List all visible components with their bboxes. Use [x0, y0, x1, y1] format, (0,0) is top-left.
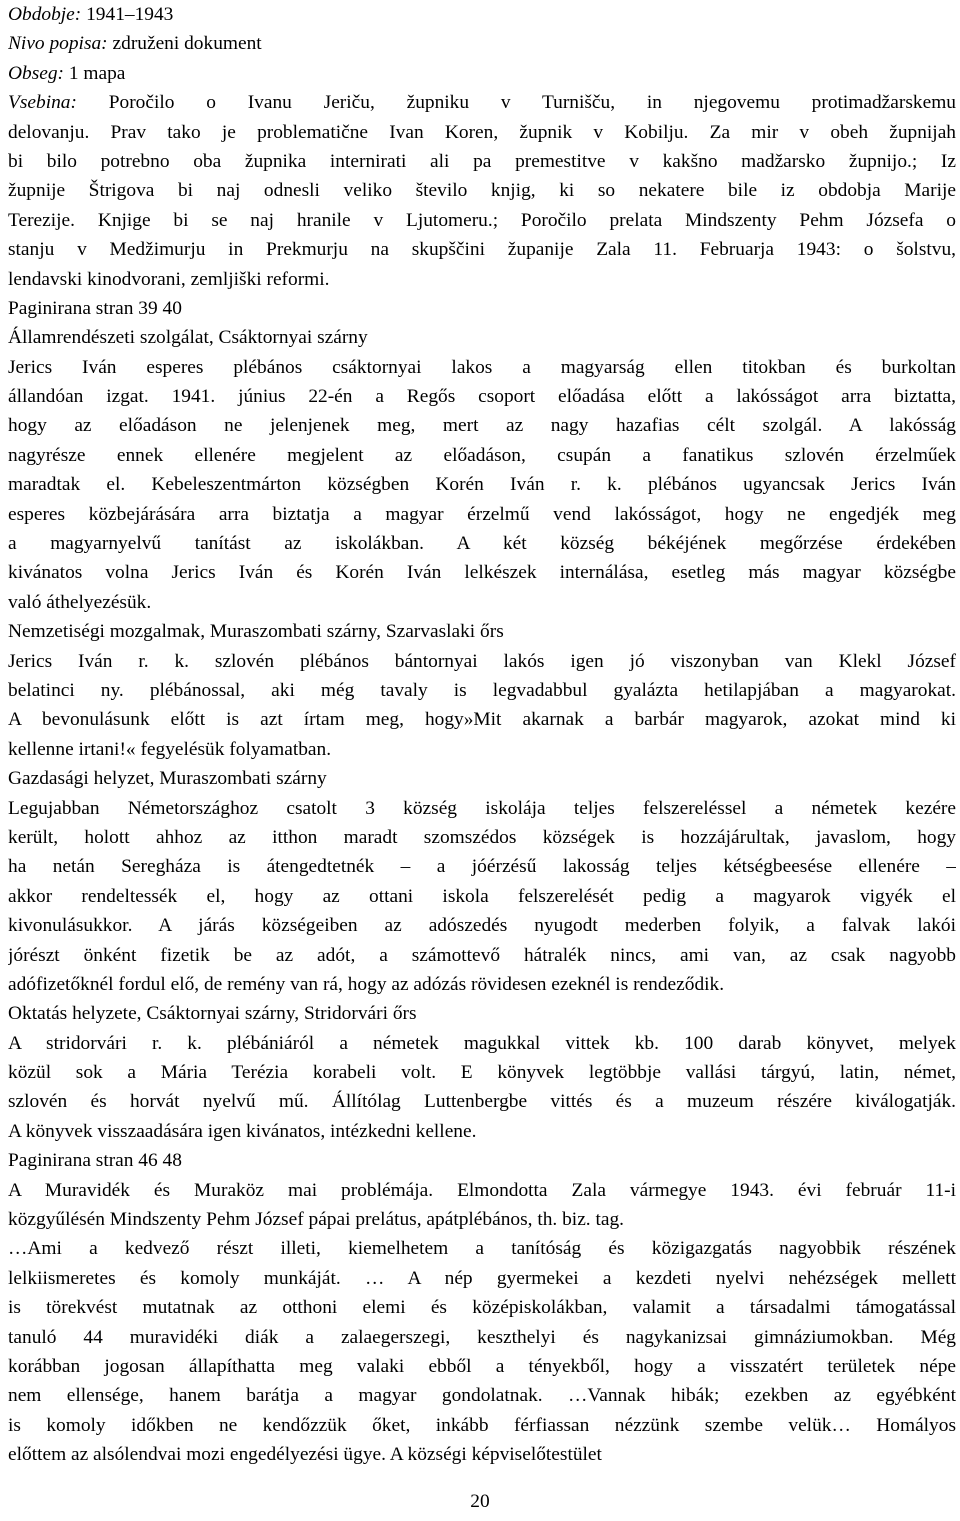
text-line: stanju v Medžimurju in Prekmurju na skupščini županije Zala 11. Februarja 1943: o šolstvu,: [8, 239, 956, 261]
text-line: bi bilo potrebno oba župnika internirati ali pa premestitve v kakšno madžarsko župnijo.; Iz: [8, 150, 956, 172]
pagination-heading: Paginirana stran 39 40: [8, 297, 182, 319]
period-label: Obdobje:: [8, 4, 82, 25]
text-line: korábban jogosan állapíthatta meg valaki ebből a tényekből, hogy a visszatért területek népe: [8, 1355, 956, 1377]
text-line: A stridorvári r. k. plébániáról a németek magukkal vittek kb. 100 darab könyvet, melyek: [8, 1032, 956, 1054]
content-label: Vsebina:: [8, 92, 77, 114]
text-line: közgyűlésén Mindszenty Pehm József pápai prelátus, apátplébános, th. biz. tag.: [8, 1209, 625, 1231]
text-line: Terezije. Knjige bi se naj hranile v Ljutomeru.; Poročilo prelata Mindszenty Pehm Józsefa o: [8, 209, 956, 231]
text-line: …Ami a kedvező részt illeti, kiemelhetem a tanítóság és közigazgatás nagyobbik részének: [8, 1238, 956, 1260]
level-label: Nivo popisa:: [8, 33, 108, 55]
text-line: nagyrésze ennek ellenére megjelent az előadáson, csupán a fanatikus szlovén érzelműek: [8, 444, 956, 466]
extent-value: 1 mapa: [68, 62, 126, 84]
section-heading: Nemzetiségi mozgalmak, Muraszombati szárny, Szarvaslaki őrs: [8, 621, 504, 643]
section-heading: Gazdasági helyzet, Muraszombati szárny: [8, 768, 327, 790]
meta-extent: [8, 59, 956, 88]
meta-content: [8, 88, 956, 117]
text-line: delovanju. Prav tako je problematične Ivan Koren, župnik v Kobilju. Za mir v obeh župnijah: [8, 121, 956, 143]
meta-period: [8, 0, 956, 29]
text-line: A Muravidék és Muraköz mai problémája. Elmondotta Zala vármegye 1943. évi február 11-i: [8, 1179, 956, 1201]
text-line: állandóan izgat. 1941. június 22-én a Regős csoport előadása előtt a lakósságot arra biztatta,: [8, 386, 956, 408]
meta-level: [8, 29, 956, 58]
text-line: való áthelyezésük.: [8, 591, 152, 613]
document-page: [8, 0, 956, 1470]
content-value: Poročilo o Ivanu Jeriču, župniku v Turnišču, in njegovemu protimadžarskemu: [108, 92, 956, 114]
text-line: előttem az alsólendvai mozi engedélyezési ügye. A községi képviselőtestület: [8, 1444, 602, 1466]
text-line: lelkiismeretes és komoly munkáját. … A nép gyermekei a kezdeti nyelvi nehézségek mellett: [8, 1267, 956, 1289]
text-line: hogy az előadáson ne jelenjenek meg, mert az nagy hazafias célt szolgál. A lakósság: [8, 415, 956, 437]
text-line: kivonulásukkor. A járás községeiben az adószedés nyugodt mederben folyik, a falvak lakói: [8, 915, 956, 937]
text-line: tanuló 44 muravidéki diák a zalaegerszegi, keszthelyi és nagykanizsai gimnáziumokban. Még: [8, 1326, 956, 1348]
period-value: 1941–1943: [86, 4, 174, 25]
text-line: adófizetőknél fordul elő, de remény van rá, hogy az adózás rövidesen ezeknél is rendeződik.: [8, 973, 725, 995]
text-line: esperes közbejárására arra biztatja a magyar érzelmű vend lakósságot, hogy ne engedjék meg: [8, 503, 956, 525]
text-line: is törekvést mutatnak az otthoni elemi és középiskolákban, valamit a társadalmi támogatással: [8, 1297, 956, 1319]
text-line: nem ellensége, hanem barátja a magyar gondolatnak. …Vannak hibák; ezekben az egyébként: [8, 1385, 956, 1407]
text-line: szlovén és horvát nyelvű mű. Állítólag Luttenbergbe vittés és a muzeum részére kiválogatják.: [8, 1091, 956, 1113]
text-line: jórészt önként fizetik be az adót, a számottevő hátralék nincs, ami van, az csak nagyobb: [8, 944, 956, 966]
text-line: a magyarnyelvű tanítást az iskolákban. A két község békéjének megőrzése érdekében: [8, 533, 956, 555]
text-line: A könyvek visszaadására igen kivánatos, intézkedni kellene.: [8, 1120, 477, 1142]
text-line: maradtak el. Kebeleszentmárton községben Korén Iván r. k. plébános ugyancsak Jerics Iván: [8, 474, 956, 496]
text-line: közül sok a Mária Terézia korabeli volt. E könyvek legtöbbje vallási tárgyú, latin, német,: [8, 1062, 956, 1084]
text-line: akkor rendeltessék el, hogy az ottani iskola felszerelését pedig a magyarok vigyék el: [8, 885, 956, 907]
text-line: Jerics Iván esperes plébános csáktornyai lakos a magyarság ellen titokban és burkoltan: [8, 356, 956, 378]
section-heading: Államrendészeti szolgálat, Csáktornyai szárny: [8, 327, 368, 349]
text-line: ha netán Seregháza is átengedtetnék – a jóérzésű lakosság teljes kétségbeesése ellenére –: [8, 856, 956, 878]
pagination-heading: Paginirana stran 46 48: [8, 1150, 182, 1172]
text-line: Legujabban Németországhoz csatolt 3 község iskolája teljes felszereléssel a németek kezére: [8, 797, 956, 819]
text-line: Jerics Iván r. k. szlovén plébános bántornyai lakós igen jó viszonyban van Klekl József: [8, 650, 956, 672]
text-line: belatinci ny. plébánossal, aki még tavaly is legvadabbul gyalázta hetilapjában a magyarokat.: [8, 679, 956, 701]
text-line: A bevonulásunk előtt is azt írtam meg, hogy»Mit akarnak a barbár magyarok, azokat mind ki: [8, 709, 956, 731]
text-line: is komoly időkben ne kendőzzük őket, inkább férfiassan nézzünk szembe velük… Homályos: [8, 1414, 956, 1436]
level-value: združeni dokument: [112, 33, 262, 55]
text-line: župnije Štrigova bi naj odnesli veliko število knjig, ki so nekatere bile iz obdobja Marije: [8, 180, 956, 202]
section-heading: Oktatás helyzete, Csáktornyai szárny, Stridorvári őrs: [8, 1003, 417, 1025]
page-number: 20: [470, 1491, 490, 1512]
text-line: lendavski kinodvorani, zemljiški reformi.: [8, 268, 330, 290]
text-line: került, holott ahhoz az itthon maradt szomszédos községek is hozzájárultak, javaslom, hogy: [8, 826, 956, 848]
extent-label: Obseg:: [8, 62, 65, 84]
text-line: kivánatos volna Jerics Iván és Korén Iván lelkészek internálása, esetleg más magyar községbe: [8, 562, 956, 584]
text-line: kellenne irtani!« fegyelésük folyamatban.: [8, 738, 332, 760]
